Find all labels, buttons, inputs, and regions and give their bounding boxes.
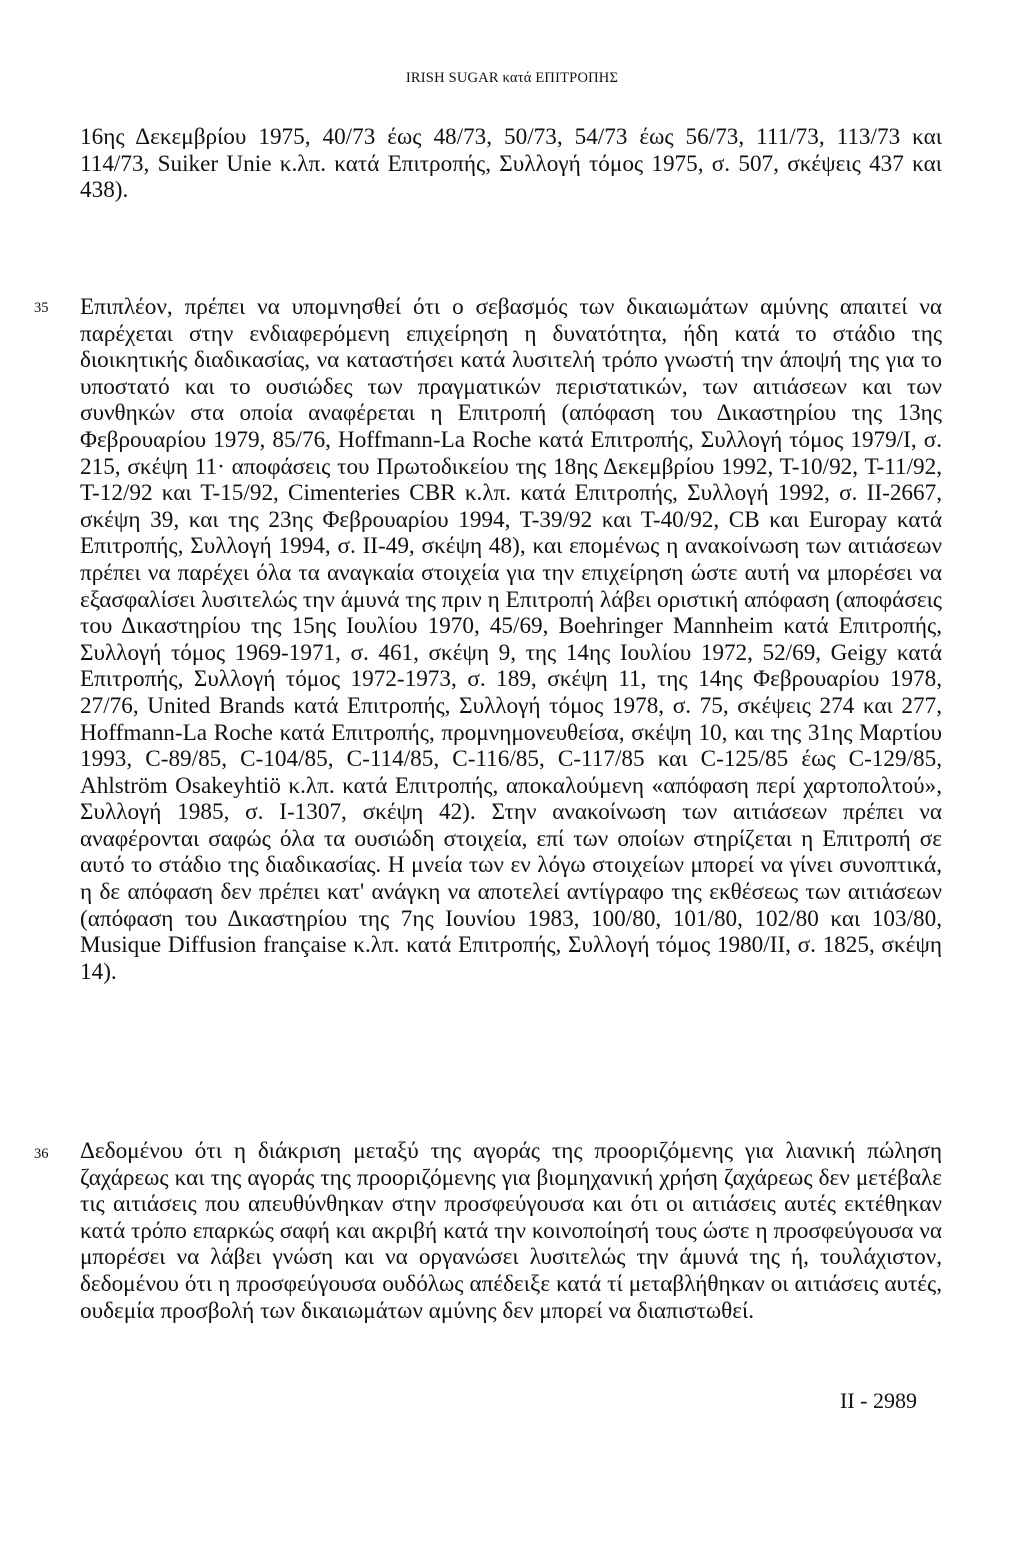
paragraph-35 [80,294,942,985]
paragraph-text: 16ης Δεκεμβρίου 1975, 40/73 έως 48/73, 50/73, 54/73 έως 56/73, 111/73, 113/73 και 114/73, Suiker Unie κ.λπ. κατά Επιτροπής, Συλλογή τόμος 1975, σ. 507, σκέψεις 437 και 438). [80,124,942,204]
running-header: IRISH SUGAR κατά ΕΠΙΤΡΟΠΗΣ [405,70,619,86]
paragraph-continuation [80,124,942,204]
paragraph-text: Δεδομένου ότι η διάκριση μεταξύ της αγοράς της προοριζόμενης για λιανική πώληση ζαχάρεως και της αγοράς της προοριζόμενης για βιομηχανική χρήση ζαχάρεως δεν μετέβαλε τις αιτιάσεις που απευθύνθηκαν στην προσφεύγουσα και ότι οι αιτιάσεις αυτές εκτέθηκαν κατά τρόπο επαρκώς σαφή και ακριβή κατά την κοινοποίησή τους ώστε η προσφεύγουσα να μπορέσει να λάβει γνώση και να οργανώσει λυσιτελώς την άμυνά της ή, τουλάχιστον, δεδομένου ότι η προσφεύγουσα ουδόλως απέδειξε κατά τί μεταβλήθηκαν οι αιτιάσεις αυτές, ουδεμία προσβολή των δικαιωμάτων αμύνης δεν μπορεί να διαπιστωθεί. [80,1138,942,1324]
paragraph-number: 35 [34,300,49,316]
paragraph-number: 36 [34,1146,49,1162]
paragraph-36 [80,1138,942,1324]
page-number: II - 2989 [840,1388,917,1413]
paragraph-text: Επιπλέον, πρέπει να υπομνησθεί ότι ο σεβασμός των δικαιωμάτων αμύνης απαιτεί να παρέχεται στην ενδιαφερόμενη επιχείρηση η δυνατότητα, ήδη κατά το στάδιο της διοικητικής διαδικασίας, να καταστήσει κατά λυσιτελή τρόπο γνωστή την άποψή της για το υποστατό και το ουσιώδες των πραγματικών περιστατικών, των αιτιάσεων και των συνθηκών στα οποία αναφέρεται η Επιτροπή (απόφαση του Δικαστηρίου της 13ης Φεβρουαρίου 1979, 85/76, Hoffmann-La Roche κατά Επιτροπής, Συλλογή τόμος 1979/Ι, σ. 215, σκέψη 11· αποφάσεις του Πρωτοδικείου της 18ης Δεκεμβρίου 1992, Τ-10/92, Τ-11/92, Τ-12/92 και Τ-15/92, Cimenteries CBR κ.λπ. κατά Επιτροπής, Συλλογή 1992, σ. ΙΙ-2667, σκέψη 39, και της 23ης Φεβρουαρίου 1994, Τ-39/92 και Τ-40/92, CB και Europay κατά Επιτροπής, Συλλογή 1994, σ. ΙΙ-49, σκέψη 48), και επομένως η ανακοίνωση των αιτιάσεων πρέπει να παρέχει όλα τα αναγκαία στοιχεία για την επιχείρηση ώστε αυτή να μπορέσει να εξασφαλίσει λυσιτελώς την άμυνά της πριν η Επιτροπή λάβει οριστική απόφαση (αποφάσεις του Δικαστηρίου της 15ης Ιουλίου 1970, 45/69, Boehringer Mannheim κατά Επιτροπής, Συλλογή τόμος 1969-1971, σ. 461, σκέψη 9, της 14ης Ιουλίου 1972, 52/69, Geigy κατά Επιτροπής, Συλλογή τόμος 1972-1973, σ. 189, σκέψη 11, της 14ης Φεβρουαρίου 1978, 27/76, United Brands κατά Επιτροπής, Συλλογή τόμος 1978, σ. 75, σκέψεις 274 και 277, Hoffmann-La Roche κατά Επιτροπής, προμνημονευθείσα, σκέψη 10, και της 31ης Μαρτίου 1993, C-89/85, C-104/85, C-114/85, C-116/85, C-117/85 και C-125/85 έως C-129/85, Ahlström Osakeyhtiö κ.λπ. κατά Επιτροπής, αποκαλούμενη «απόφαση περί χαρτοπολτού», Συλλογή 1985, σ. Ι-1307, σκέψη 42). Στην ανακοίνωση των αιτιάσεων πρέπει να αναφέρονται σαφώς όλα τα ουσιώδη στοιχεία, επί των οποίων στηρίζεται η Επιτροπή σε αυτό το στάδιο της διαδικασίας. Η μνεία των εν λόγω στοιχείων μπορεί να γίνει συνοπτικά, η δε απόφαση δεν πρέπει κατ' ανάγκη να αποτελεί αντίγραφο της εκθέσεως των αιτιάσεων (απόφαση του Δικαστηρίου της 7ης Ιουνίου 1983, 100/80, 101/80, 102/80 και 103/80, Musique Diffusion française κ.λπ. κατά Επιτροπής, Συλλογή τόμος 1980/ΙΙ, σ. 1825, σκέψη 14). [80,294,942,985]
